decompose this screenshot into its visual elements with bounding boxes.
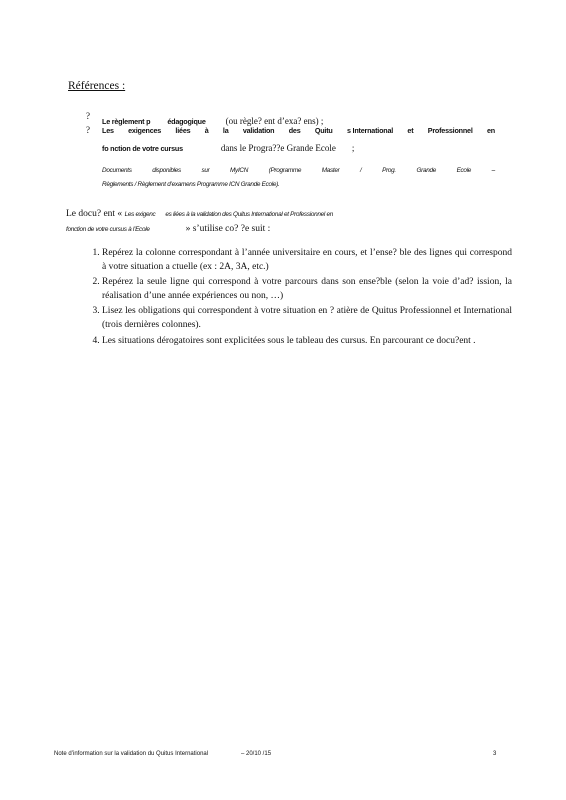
req-word: liées	[175, 126, 191, 135]
req-word: s International	[346, 126, 394, 135]
req-word: des	[288, 126, 301, 135]
doc-word: (Programme	[268, 167, 302, 174]
regulation-bold-part2: édagogique	[167, 117, 206, 126]
doc-word: MyICN	[230, 167, 249, 174]
usage-line2	[66, 224, 270, 234]
req-word: Quitu	[314, 126, 333, 135]
usage-line1-ital-b: es liées à la validation des Quitus International et Professionnel en	[165, 211, 333, 218]
req-word: validation	[242, 126, 275, 135]
doc-word: /	[360, 167, 362, 174]
step-item: 1. Repérez la colonne correspondant à l’année universitaire en cours, et l’ense? ble des lignes qui correspond à votre situation a ctuelle (ex : 2A, 3A, etc.)	[102, 247, 512, 274]
bullet-marker: ?	[86, 125, 90, 135]
doc-word: disponibles	[152, 167, 181, 174]
documents-line1	[102, 167, 495, 174]
req-word: à	[204, 126, 209, 135]
footer-note: Note d’information sur la validation du Quitus International	[54, 751, 209, 757]
regulation-bold-part: Le règlement p	[102, 117, 151, 126]
reference-item-requirements-line1	[102, 126, 495, 135]
footer-page-number: 3	[493, 751, 497, 757]
req-line2-end: ;	[351, 143, 355, 153]
doc-word: Ecole	[456, 167, 472, 174]
bullet-marker: ?	[86, 111, 90, 121]
usage-line1	[66, 209, 333, 219]
doc-word: Grande	[416, 167, 436, 174]
doc-word: –	[491, 167, 495, 174]
doc-word: sur	[201, 167, 210, 174]
req-word: en	[486, 126, 495, 135]
footer-date: – 20/10 /15	[241, 751, 272, 757]
references-heading: Références :	[68, 80, 126, 92]
req-word: Les	[102, 126, 114, 135]
req-word: la	[222, 126, 229, 135]
req-line2-bold: fo nction de votre cursus	[102, 144, 183, 153]
step-item: 4. Les situations dérogatoires sont explicitées sous le tableau des cursus. En parcourant ce docu?ent .	[102, 335, 512, 349]
req-line2-rest: dans le Progra??e Grande Ecole	[220, 143, 336, 153]
usage-line1-start: Le docu? ent «	[66, 209, 123, 219]
req-word: exigences	[128, 126, 162, 135]
req-word: et	[407, 126, 414, 135]
doc-word: Documents	[102, 167, 132, 174]
documents-line2: Règlements / Règlement d’examens Programme ICN Grande Ecole).	[102, 181, 280, 188]
usage-line1-ital-a: Les exigenc	[124, 211, 156, 218]
req-word: Professionnel	[427, 126, 473, 135]
regulation-rest: (ou règle? ent d’exa? ens) ;	[225, 116, 324, 126]
step-item: 2. Repérez la seule ligne qui correspond à votre parcours dans son ense?ble (selon la voie d’ad? ission, la réalisation d’une année expériences ou non, …)	[102, 276, 512, 303]
instruction-steps-list	[84, 247, 512, 350]
step-item: 3. Lisez les obligations qui correspondent à votre situation en ? atière de Quitus Professionnel et International (trois dernières colonnes).	[102, 305, 512, 332]
usage-line2-rest: » s’utilise co? ?e suit :	[185, 224, 271, 234]
reference-item-requirements-line2	[102, 138, 354, 156]
doc-word: Prog.	[382, 167, 396, 174]
doc-word: Master	[321, 167, 340, 174]
usage-line2-ital: fonction de votre cursus à l’Ecole	[66, 226, 150, 233]
